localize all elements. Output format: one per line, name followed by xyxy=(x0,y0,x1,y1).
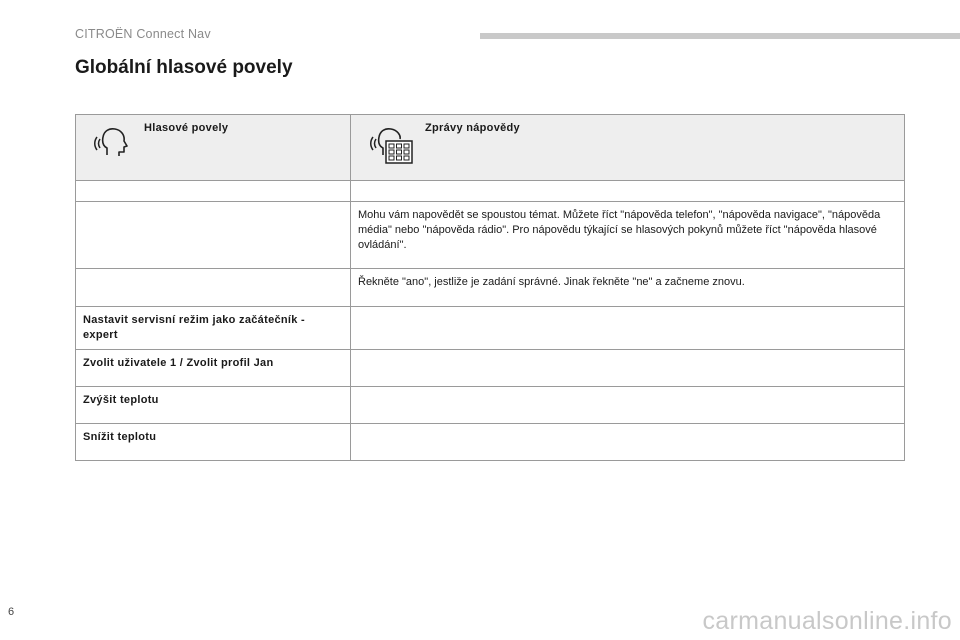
table-row xyxy=(76,387,905,424)
message-cell: Řekněte "ano", jestliže je zadání správné. Jinak řekněte "ne" a začneme znovu. xyxy=(351,269,905,307)
command-cell xyxy=(76,269,351,307)
command-cell xyxy=(76,202,351,269)
message-cell: Mohu vám napovědět se spoustou témat. Můžete říct "nápověda telefon", "nápověda navigace", "nápověda média" nebo "nápověda rádio". Pro nápovědu týkající se hlasových pokynů můžete říct "nápověda hlasové ovládání". xyxy=(351,202,905,269)
command-cell: Snížit teplotu xyxy=(76,424,351,461)
spacer-cell xyxy=(76,181,351,202)
page-title: Globální hlasové povely xyxy=(75,57,293,78)
watermark: carmanualsonline.info xyxy=(702,607,952,635)
message-cell xyxy=(351,424,905,461)
header-divider-bar xyxy=(480,33,960,39)
spacer-cell xyxy=(351,181,905,202)
header-label-help-messages: Zprávy nápovědy xyxy=(425,122,520,134)
table-row xyxy=(76,350,905,387)
page-number: 6 xyxy=(8,606,15,618)
message-cell xyxy=(351,350,905,387)
command-cell: Zvolit uživatele 1 / Zvolit profil Jan xyxy=(76,350,351,387)
command-cell: Nastavit servisní režim jako začátečník - expert xyxy=(76,307,351,350)
table-row xyxy=(76,307,905,350)
running-header-title: CITROËN Connect Nav xyxy=(75,27,211,41)
message-cell xyxy=(351,307,905,350)
table-row xyxy=(76,269,905,307)
table-header-row xyxy=(76,115,905,181)
header-label-voice-commands: Hlasové povely xyxy=(144,122,229,134)
speaking-head-icon xyxy=(94,125,128,164)
table-spacer-row xyxy=(76,181,905,202)
table-row xyxy=(76,202,905,269)
table-row xyxy=(76,424,905,461)
header-cell-voice-commands xyxy=(76,115,351,181)
command-cell: Zvýšit teplotu xyxy=(76,387,351,424)
message-cell xyxy=(351,387,905,424)
header-cell-help-messages xyxy=(351,115,905,181)
voice-commands-table xyxy=(75,114,905,461)
speaking-head-keypad-icon xyxy=(370,125,416,170)
